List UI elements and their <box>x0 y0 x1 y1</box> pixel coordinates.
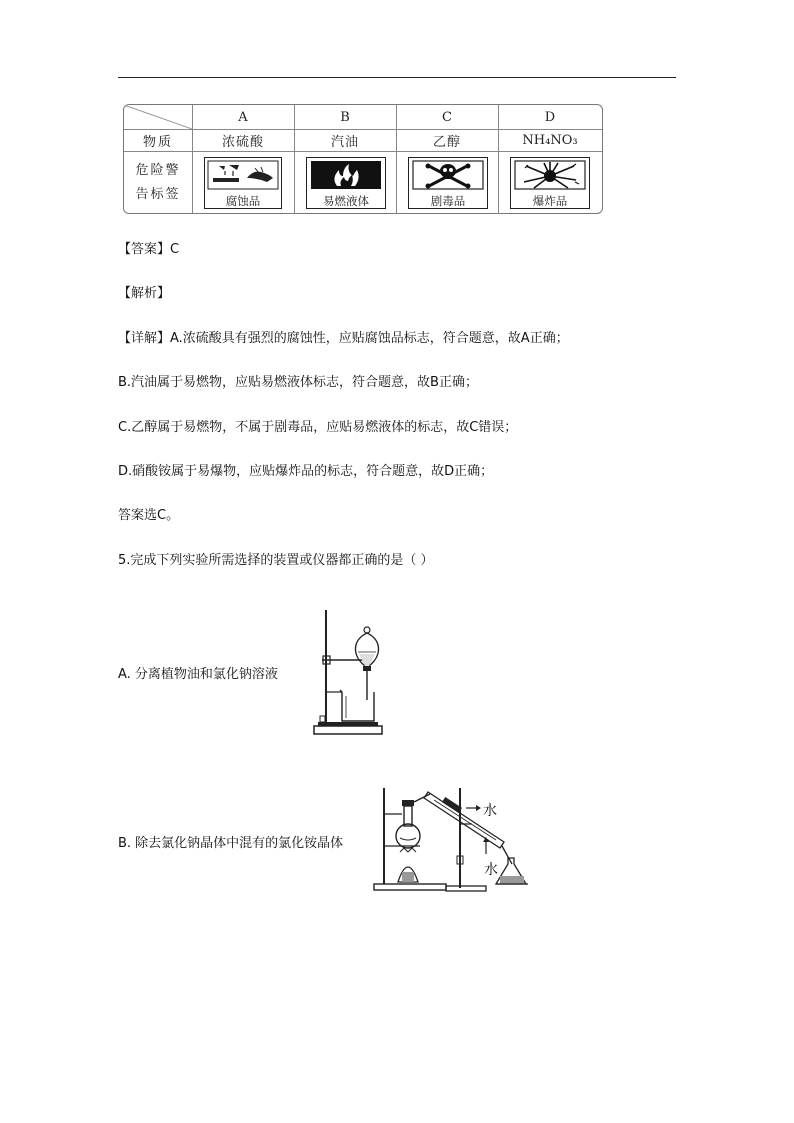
explosive-icon <box>511 158 589 192</box>
header-rule <box>118 77 676 78</box>
detail-line-d: D.硝酸铵属于易爆物，应贴爆炸品的标志，符合题意，故D正确； <box>118 464 494 479</box>
substance-a: 浓硫酸 <box>221 134 264 150</box>
option-a-text: A. 分离植物油和氯化钠溶液 <box>118 667 278 682</box>
answer-line: 【答案】C <box>118 242 180 257</box>
distillation-apparatus <box>372 784 532 894</box>
sign-label-toxic: 剧毒品 <box>430 194 466 208</box>
column-header-c: C <box>442 109 452 125</box>
detail-line-b: B.汽油属于易燃物，应贴易燃液体标志，符合题意，故B正确； <box>118 375 478 390</box>
sign-toxic <box>408 157 488 209</box>
column-header-d: D <box>544 109 556 125</box>
column-header-b: B <box>340 109 350 125</box>
conclusion-line: 答案选C。 <box>118 508 180 523</box>
flame-icon <box>307 158 385 192</box>
separatory-funnel-apparatus <box>312 608 386 740</box>
water-inlet-label: 水 <box>484 862 498 878</box>
substance-c: 乙醇 <box>432 134 461 150</box>
sign-flammable <box>306 157 386 209</box>
hazard-table <box>123 104 603 214</box>
sign-label-corrosive: 腐蚀品 <box>225 194 261 208</box>
sign-corrosive <box>204 157 282 209</box>
sign-label-flammable: 易燃液体 <box>323 194 369 208</box>
water-outlet-label: 水 <box>483 803 497 819</box>
row-label-warning-line1: 危险警 <box>135 162 181 178</box>
detail-line-c: C.乙醇属于易燃物，不属于剧毒品，应贴易燃液体的标志，故C错误； <box>118 420 518 435</box>
row-label-warning-line2: 告标签 <box>135 186 181 202</box>
detail-line-a: 【详解】A.浓硫酸具有强烈的腐蚀性，应贴腐蚀品标志，符合题意，故A正确； <box>118 331 569 346</box>
column-header-a: A <box>238 109 248 125</box>
question-5: 5.完成下列实验所需选择的装置或仪器都正确的是（ ） <box>118 553 434 568</box>
sign-label-explosive: 爆炸品 <box>532 194 568 208</box>
row-label-substance: 物质 <box>142 134 173 150</box>
substance-d: NH₄NO₃ <box>522 132 578 148</box>
corner-diagonal <box>124 105 192 129</box>
analysis-heading: 【解析】 <box>118 286 171 301</box>
sign-explosive <box>510 157 590 209</box>
corrosive-icon <box>205 158 281 192</box>
substance-b: 汽油 <box>330 134 359 150</box>
skull-icon <box>409 158 487 192</box>
option-b-text: B. 除去氯化钠晶体中混有的氯化铵晶体 <box>118 836 344 851</box>
